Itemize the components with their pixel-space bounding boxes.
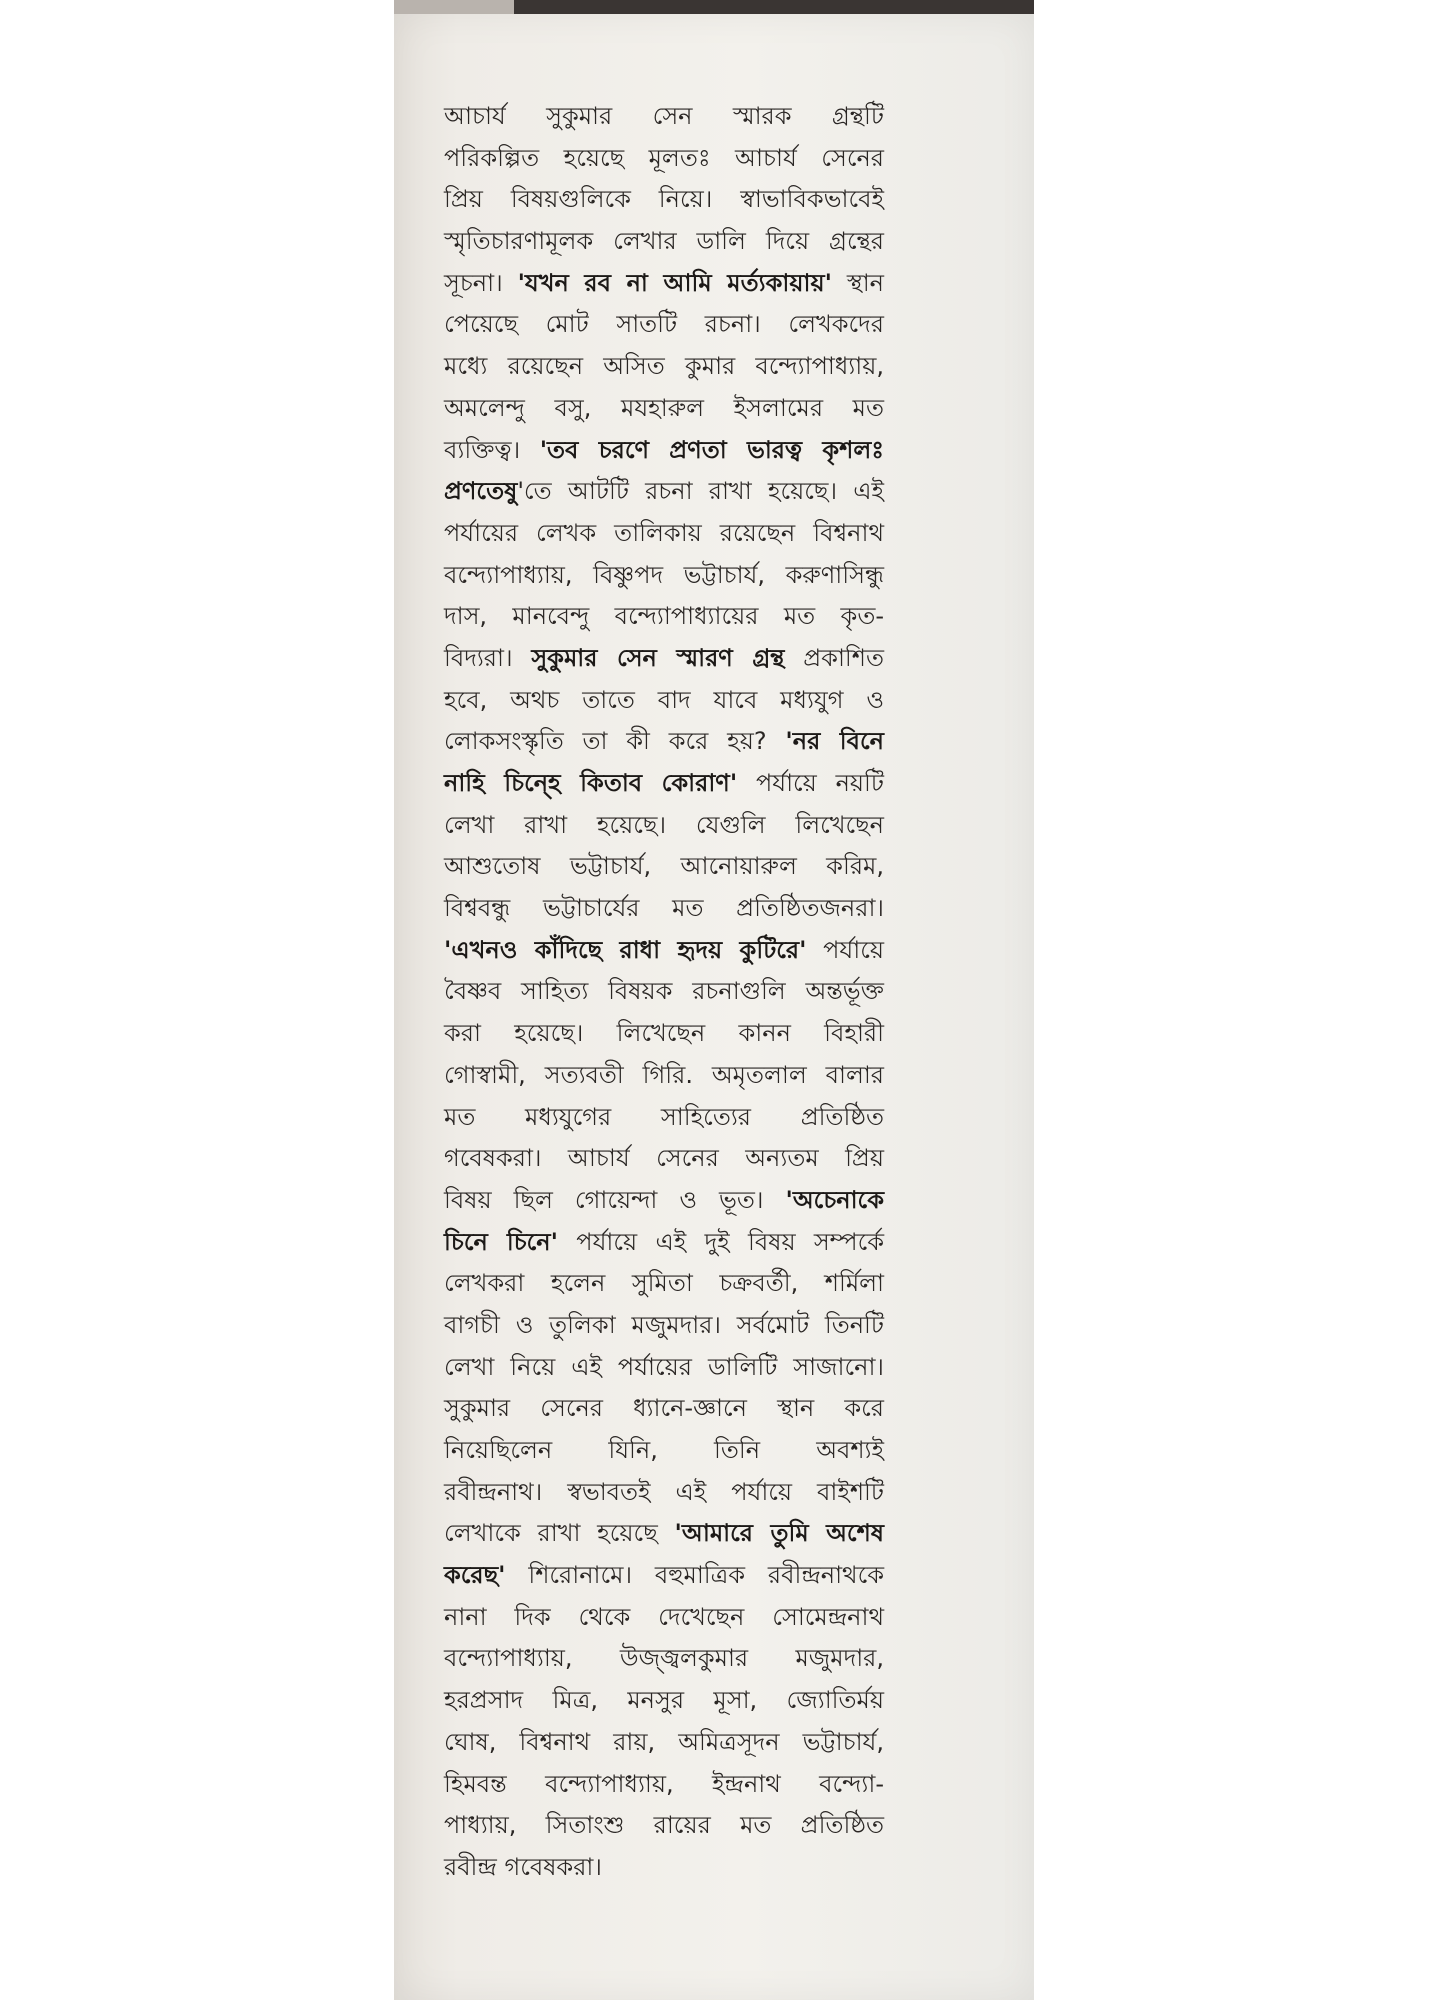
body-text: মধ্যে রয়েছেন অসিত কুমার বন্দ্যোপাধ্যায়, bbox=[444, 352, 884, 381]
section-title-text: করেছ' bbox=[444, 1561, 506, 1590]
section-title-text: 'আমারে তুমি অশেষ bbox=[674, 1519, 884, 1548]
text-line bbox=[444, 1263, 884, 1305]
body-text: বন্দ্যোপাধ্যায়, বিষ্ণুপদ ভট্টাচার্য, করুণাসিন্ধু bbox=[444, 560, 884, 589]
body-text: করা হয়েছে। লিখেছেন কানন বিহারী bbox=[444, 1019, 884, 1048]
body-text: হিমবন্ত বন্দ্যোপাধ্যায়, ইন্দ্রনাথ বন্দ্যো- bbox=[444, 1769, 884, 1798]
body-text: পর্যায়ে নয়টি bbox=[737, 769, 884, 797]
body-text: শিরোনামে। বহুমাত্রিক রবীন্দ্রনাথকে bbox=[505, 1561, 884, 1590]
body-text: লোকসংস্কৃতি তা কী করে হয়? bbox=[444, 727, 786, 756]
body-text: লেখাকে রাখা হয়েছে bbox=[444, 1519, 675, 1548]
body-text: প্রিয় বিষয়গুলিকে নিয়ে। স্বাভাবিকভাবেই bbox=[444, 185, 884, 214]
text-line bbox=[444, 513, 884, 555]
section-title-text: প্রণতেষু bbox=[444, 477, 518, 506]
body-text: পরিকল্পিত হয়েছে মূলতঃ আচার্য সেনের bbox=[444, 143, 884, 172]
text-line bbox=[444, 1138, 884, 1180]
body-text: পর্যায়ে bbox=[806, 935, 884, 964]
section-title-text: 'যখন রব না আমি মর্ত্যকায়ায়' bbox=[517, 268, 832, 297]
text-line bbox=[444, 805, 884, 847]
section-title-text: 'অচেনাকে bbox=[785, 1185, 884, 1214]
text-line bbox=[444, 388, 884, 430]
body-text: ঘোষ, বিশ্বনাথ রায়, অমিত্রসূদন ভট্টাচার্য, bbox=[444, 1727, 884, 1756]
body-text: আচার্য সুকুমার সেন স্মারক গ্রন্থটি bbox=[444, 102, 884, 130]
text-line bbox=[444, 1638, 884, 1680]
body-text: পেয়েছে মোট সাতটি রচনা। লেখকদের bbox=[444, 310, 884, 339]
body-text: বিশ্ববন্ধু ভট্টাচার্যের মত প্রতিষ্ঠিতজনরা। bbox=[444, 894, 884, 923]
text-line bbox=[444, 555, 884, 597]
text-line bbox=[444, 1055, 884, 1097]
body-text: অমলেন্দু বসু, মযহারুল ইসলামের মত bbox=[444, 393, 884, 422]
body-text: গোস্বামী, সত্যবতী গিরি. অমৃতলাল বালার bbox=[444, 1060, 884, 1089]
body-text: পর্যায়ে এই দুই বিষয় সম্পর্কে bbox=[557, 1227, 885, 1256]
text-line bbox=[444, 596, 884, 638]
body-text: নিয়েছিলেন যিনি, তিনি অবশ্যই bbox=[444, 1436, 884, 1464]
text-line bbox=[444, 1513, 884, 1555]
section-title-text: চিনে চিনে' bbox=[444, 1227, 558, 1256]
body-text: বৈষ্ণব সাহিত্য বিষয়ক রচনাগুলি অন্তর্ভূক্ত bbox=[444, 977, 884, 1006]
text-line bbox=[444, 304, 884, 346]
body-text: বাগচী ও তুলিকা মজুমদার। সর্বমোট তিনটি bbox=[444, 1310, 884, 1339]
section-title-text: 'তব চরণে প্রণতা ভারত্ব কৃশলঃ bbox=[539, 435, 885, 464]
text-line bbox=[444, 179, 884, 221]
text-line bbox=[444, 1472, 884, 1514]
text-line bbox=[444, 930, 884, 972]
text-line bbox=[444, 430, 884, 472]
body-text: বিদ্যরা। bbox=[444, 643, 532, 672]
text-line bbox=[444, 1597, 884, 1639]
text-line bbox=[444, 1388, 884, 1430]
body-text: আশুতোষ ভট্টাচার্য, আনোয়ারুল করিম, bbox=[444, 852, 884, 881]
text-line bbox=[444, 1097, 884, 1139]
text-line bbox=[444, 763, 884, 805]
section-title-text: 'এখনও কাঁদিছে রাধা হৃদয় কুটিরে' bbox=[444, 935, 807, 964]
text-line bbox=[444, 138, 884, 180]
section-title-text: সুকুমার সেন স্মারণ গ্রন্থ bbox=[531, 643, 785, 672]
text-line bbox=[444, 471, 884, 513]
section-title-text: 'নর বিনে bbox=[785, 727, 884, 756]
text-line bbox=[444, 680, 884, 722]
body-text: নানা দিক থেকে দেখেছেন সোমেন্দ্রনাথ bbox=[444, 1602, 884, 1631]
body-text: পর্যায়ের লেখক তালিকায় রয়েছেন বিশ্বনাথ bbox=[444, 518, 884, 547]
body-text: গবেষকরা। আচার্য সেনের অন্যতম প্রিয় bbox=[444, 1144, 884, 1173]
text-line bbox=[444, 96, 884, 138]
text-line bbox=[444, 971, 884, 1013]
text-line bbox=[444, 1180, 884, 1222]
body-text: রবীন্দ্র গবেষকরা। bbox=[444, 1852, 602, 1881]
body-text: দাস, মানবেন্দু বন্দ্যোপাধ্যায়ের মত কৃত- bbox=[444, 602, 884, 631]
body-text: হরপ্রসাদ মিত্র, মনসুর মূসা, জ্যোতির্ময় bbox=[444, 1686, 884, 1715]
body-text: ব্যক্তিত্ব। bbox=[444, 435, 540, 464]
text-line bbox=[444, 1430, 884, 1472]
text-line bbox=[444, 638, 884, 680]
body-text: স্থান bbox=[831, 268, 884, 297]
text-line bbox=[444, 888, 884, 930]
book-top-edge-light bbox=[394, 0, 514, 14]
text-line bbox=[444, 1347, 884, 1389]
text-line bbox=[444, 346, 884, 388]
text-line bbox=[444, 846, 884, 888]
body-text: হবে, অথচ তাতে বাদ যাবে মধ্যযুগ ও bbox=[444, 685, 884, 714]
body-text: লেখা রাখা হয়েছে। যেগুলি লিখেছেন bbox=[444, 810, 884, 839]
text-line bbox=[444, 1555, 884, 1597]
body-text: বিষয় ছিল গোয়েন্দা ও ভূত। bbox=[444, 1185, 786, 1214]
book-top-edge bbox=[394, 0, 1034, 14]
body-text: সূচনা। bbox=[444, 268, 518, 297]
body-text: স্মৃতিচারণামূলক লেখার ডালি দিয়ে গ্রন্থের bbox=[444, 227, 884, 256]
text-line bbox=[444, 721, 884, 763]
section-title-text: নাহি চিন্হে কিতাব কোরাণ' bbox=[444, 769, 738, 797]
text-line bbox=[444, 1805, 884, 1847]
body-text: সুকুমার সেনের ধ্যানে-জ্ঞানে স্থান করে bbox=[444, 1394, 884, 1423]
body-text: পাধ্যায়, সিতাংশু রায়ের মত প্রতিষ্ঠিত bbox=[444, 1811, 884, 1840]
body-text: লেখকরা হলেন সুমিতা চক্রবর্তী, শর্মিলা bbox=[444, 1269, 884, 1298]
text-line bbox=[444, 1847, 884, 1889]
text-line bbox=[444, 1764, 884, 1806]
body-text: মত মধ্যযুগের সাহিত্যের প্রতিষ্ঠিত bbox=[444, 1102, 884, 1131]
text-line bbox=[444, 263, 884, 305]
text-line bbox=[444, 1680, 884, 1722]
body-text: 'তে আটটি রচনা রাখা হয়েছে। এই bbox=[517, 477, 884, 506]
text-line bbox=[444, 1222, 884, 1264]
text-line bbox=[444, 221, 884, 263]
text-line bbox=[444, 1722, 884, 1764]
text-line bbox=[444, 1305, 884, 1347]
text-line bbox=[444, 1013, 884, 1055]
body-text: বন্দ্যোপাধ্যায়, উজ্জ্বলকুমার মজুমদার, bbox=[444, 1644, 884, 1673]
body-text: লেখা নিয়ে এই পর্যায়ের ডালিটি সাজানো। bbox=[444, 1352, 884, 1381]
book-blurb-text bbox=[444, 96, 884, 1889]
body-text: রবীন্দ্রনাথ। স্বভাবতই এই পর্যায়ে বাইশটি bbox=[444, 1477, 884, 1506]
body-text: প্রকাশিত bbox=[784, 643, 884, 672]
